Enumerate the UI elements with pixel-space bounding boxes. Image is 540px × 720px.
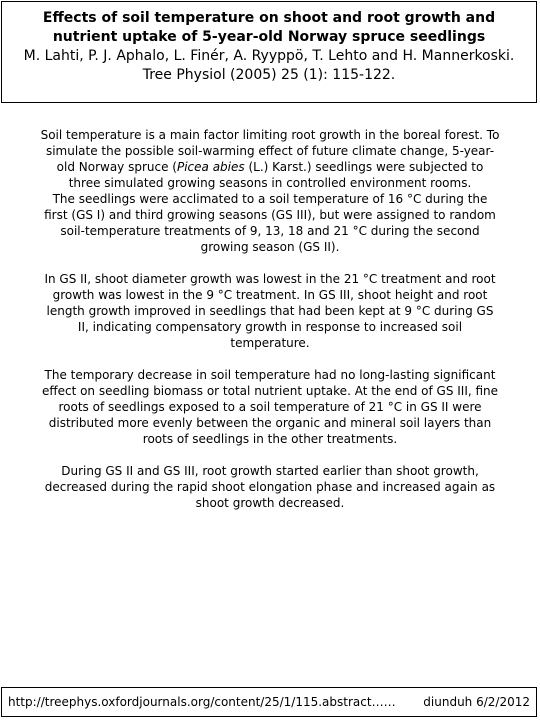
title-line-1: Effects of soil temperature on shoot and root growth and [42,10,496,26]
paper-title [2,9,536,47]
abstract-paragraph-4: The temporary decrease in soil temperature had no long-lasting significant effect on seedling biomass or total nutrient uptake. At the end of GS III, fine roots of seedlings exposed to a soil temperature of 21 °C in GS II were distributed more evenly between the organic and mineral soil layers than roots of seedlings in the other treatments. [41,368,499,446]
citation: Tree Physiol (2005) 25 (1): 115-122. [142,67,396,83]
title-line-2: nutrient uptake of 5-year-old Norway spruce seedlings [52,29,486,45]
abstract-paragraph-1 [40,127,500,191]
abstract [40,127,500,511]
species-name: Picea abies [176,160,245,174]
abstract-paragraph-3: In GS II, shoot diameter growth was lowest in the 21 °C treatment and root growth was lowest in the 9 °C treatment. In GS III, shoot height and root length growth improved in seedlings that had been kept at 9 °C during GS II, indicating compensatory growth in response to increased soil temperature. [44,272,496,350]
footer-box [1,687,537,717]
source-url-link[interactable]: http://treephys.oxfordjournals.org/content/25/1/115.abstract…… [8,695,396,709]
header-box [1,1,537,103]
abstract-paragraph-5: During GS II and GS III, root growth started earlier than shoot growth, decreased during the rapid shoot elongation phase and increased again as shoot growth decreased. [44,464,496,510]
download-date: diunduh 6/2/2012 [423,695,530,709]
abstract-p1-text-b: (L.) Karst.) seedlings were subjected to three simulated growing seasons in controlled environment rooms. [68,160,484,190]
abstract-p1-text-a: Soil temperature is a main factor limiting root growth in the boreal forest. To simulate the possible soil-warming effect of future climate change, 5-year-old Norway spruce ( [40,128,500,174]
authors: M. Lahti, P. J. Aphalo, L. Finér, A. Ryyppö, T. Lehto and H. Mannerkoski. [23,48,515,64]
abstract-paragraph-2: The seedlings were acclimated to a soil temperature of 16 °C during the first (GS I) and third growing seasons (GS III), but were assigned to random soil-temperature treatments of 9, 13, 18 and 21 °C during the second growing season (GS II). [44,192,496,254]
